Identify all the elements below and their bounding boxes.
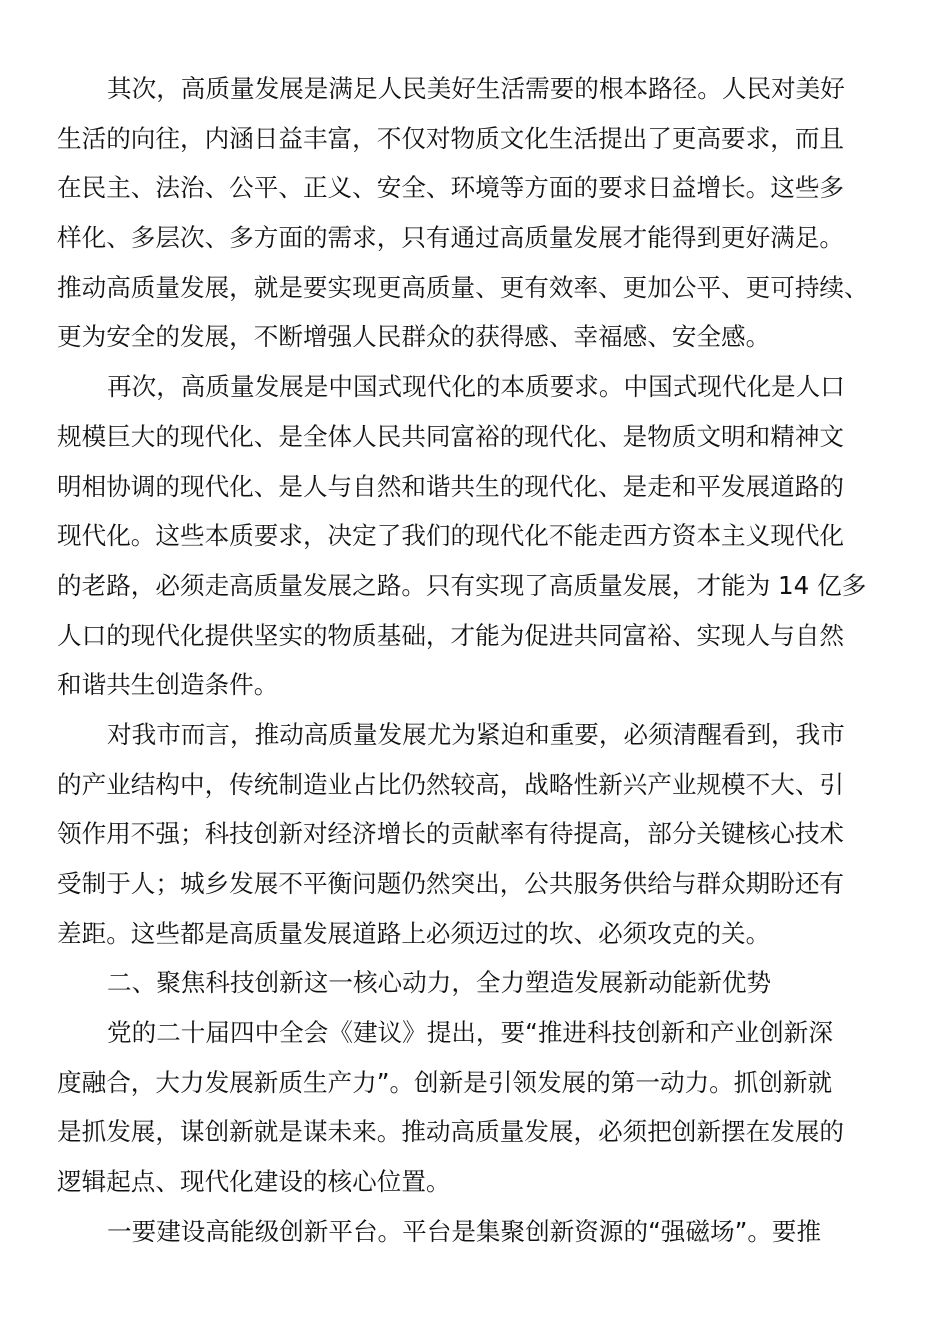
text-line: 党的二十届四中全会《建议》提出，要“推进科技创新和产业创新深 [107, 1018, 833, 1048]
text-line: 在民主、法治、公平、正义、安全、环境等方面的要求日益增长。这些多 [57, 173, 845, 203]
text-line: 人口的现代化提供坚实的物质基础，才能为促进共同富裕、实现人与自然 [57, 620, 845, 650]
text-line: 明相协调的现代化、是人与自然和谐共生的现代化、是走和平发展道路的 [57, 471, 845, 501]
paragraph [57, 1014, 897, 1213]
text-line: 一要建设高能级创新平台。平台是集聚创新资源的“强磁场”。要推 [107, 1216, 822, 1246]
text-line: 是抓发展，谋创新就是谋未来。推动高质量发展，必须把创新摆在发展的 [57, 1117, 845, 1147]
text-line: 对我市而言，推动高质量发展尤为紧迫和重要，必须清醒看到，我市 [107, 719, 845, 749]
text-line: 推动高质量发展，就是要实现更高质量、更有效率、更加公平、更可持续、 [57, 272, 869, 302]
text-line: 再次，高质量发展是中国式现代化的本质要求。中国式现代化是人口 [107, 372, 845, 402]
text-line: 逻辑起点、现代化建设的核心位置。 [57, 1167, 451, 1197]
text-line: 差距。这些都是高质量发展道路上必须迈过的坎、必须攻克的关。 [57, 918, 771, 948]
text-line: 的老路，必须走高质量发展之路。只有实现了高质量发展，才能为 14 亿多 [57, 570, 867, 600]
paragraph [57, 368, 897, 716]
paragraph [57, 716, 897, 964]
text-line: 和谐共生创造条件。 [57, 670, 279, 700]
text-line: 其次，高质量发展是满足人民美好生活需要的根本路径。人民对美好 [107, 74, 845, 103]
text-line: 领作用不强；科技创新对经济增长的贡献率有待提高，部分关键核心技术 [57, 819, 845, 849]
document-page [57, 70, 897, 1263]
section-heading [57, 964, 897, 1014]
text-line: 度融合，大力发展新质生产力”。创新是引领发展的第一动力。抓创新就 [57, 1067, 833, 1097]
text-line: 的产业结构中，传统制造业占比仍然较高，战略性新兴产业规模不大、引 [57, 769, 845, 799]
paragraph [57, 70, 897, 368]
text-line: 规模巨大的现代化、是全体人民共同富裕的现代化、是物质文明和精神文 [57, 421, 845, 451]
text-line: 生活的向往，内涵日益丰富，不仅对物质文化生活提出了更高要求，而且 [57, 123, 845, 153]
text-line: 样化、多层次、多方面的需求，只有通过高质量发展才能得到更好满足。 [57, 223, 845, 253]
text-line: 更为安全的发展，不断增强人民群众的获得感、幸福感、安全感。 [57, 322, 771, 352]
text-line: 二、聚焦科技创新这一核心动力，全力塑造发展新动能新优势 [107, 968, 772, 998]
text-line: 受制于人；城乡发展不平衡问题仍然突出，公共服务供给与群众期盼还有 [57, 869, 845, 898]
paragraph [57, 1213, 897, 1263]
text-line: 现代化。这些本质要求，决定了我们的现代化不能走西方资本主义现代化 [57, 521, 845, 551]
